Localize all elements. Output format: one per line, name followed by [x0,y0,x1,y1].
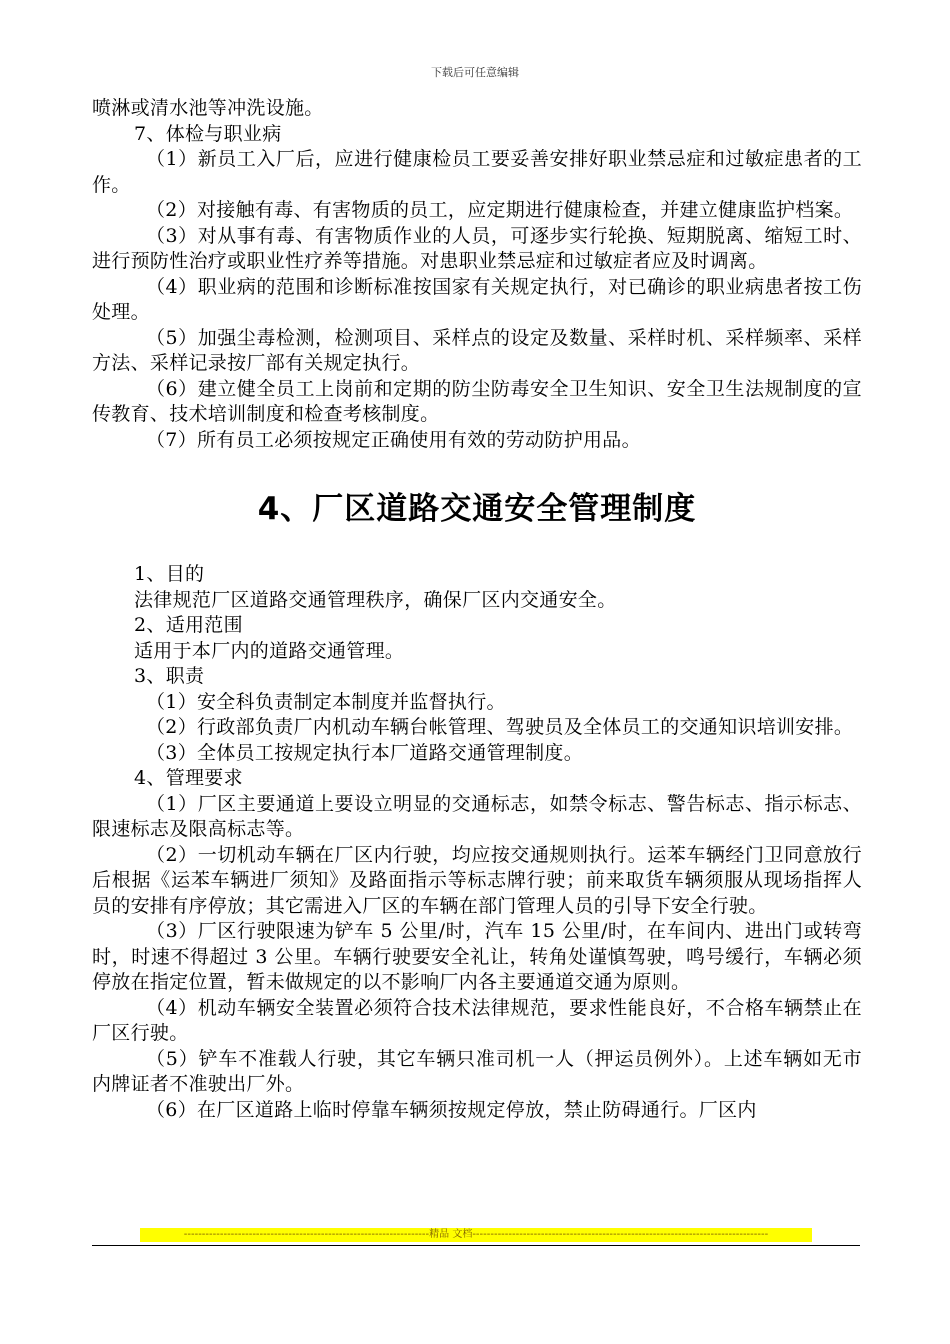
list-item: （2）对接触有毒、有害物质的员工，应定期进行健康检查，并建立健康监护档案。 [146,199,854,221]
footer-banner: --------------------------------------------------------------------精品 文档---------------------------------------------------------------------------------- [140,1228,812,1242]
subsection-heading: 1、目的 [134,563,205,585]
list-item: （6）在厂区道路上临时停靠车辆须按规定停放，禁止防碍通行。厂区内 [146,1098,757,1121]
subsection-heading: 4、管理要求 [134,767,243,789]
section-title: 4、厂区道路交通安全管理制度 [257,491,697,527]
list-item: （7）所有员工必须按规定正确使用有效的劳动防护用品。 [146,428,641,451]
document-body [92,96,862,1123]
list-item: （2）行政部负责厂内机动车辆台帐管理、驾驶员及全体员工的交通知识培训安排。 [146,716,854,738]
list-item: （3）对从事有毒、有害物质作业的人员，可逐步实行轮换、短期脱离、缩短工时、进行预防性治疗或职业性疗养等措施。对患职业禁忌症和过敏症者应及时调离。 [92,224,862,272]
list-item: （1）安全科负责制定本制度并监督执行。 [146,690,506,713]
list-item: （2）一切机动车辆在厂区内行驶，均应按交通规则执行。运苯车辆经门卫同意放行后根据《运苯车辆进厂须知》及路面指示等标志牌行驶；前来取货车辆须服从现场指挥人员的安排有序停放；其它需进入厂区的车辆在部门管理人员的引导下安全行驶。 [92,843,862,917]
list-item: （3）厂区行驶限速为铲车 5 公里/时，汽车 15 公里/时，在车间内、进出门或转弯时，时速不得超过 3 公里。车辆行驶要安全礼让，转角处谨慎驾驶，鸣号缓行，车辆必须停放在指定位置，暂未做规定的以不影响厂内各主要通道交通为原则。 [92,920,862,993]
page-header: 下载后可任意编辑 [431,66,519,79]
list-item: （5）加强尘毒检测，检测项目、采样点的设定及数量、采样时机、采样频率、采样方法、采样记录按厂部有关规定执行。 [92,326,862,374]
paragraph: 喷淋或清水池等冲洗设施。 [92,97,324,119]
list-item: （4）机动车辆安全装置必须符合技术法律规范，要求性能良好，不合格车辆禁止在厂区行驶。 [92,996,862,1044]
list-item: （4）职业病的范围和诊断标准按国家有关规定执行，对已确诊的职业病患者按工伤处理。 [92,275,862,323]
section-heading-7: 7、体检与职业病 [134,122,282,145]
paragraph: 法律规范厂区道路交通管理秩序，确保厂区内交通安全。 [134,588,617,611]
list-item: （6）建立健全员工上岗前和定期的防尘防毒安全卫生知识、安全卫生法规制度的宣传教育、技术培训制度和检查考核制度。 [92,377,862,425]
list-item: （1）厂区主要通道上要设立明显的交通标志，如禁令标志、警告标志、指示标志、限速标志及限高标志等。 [92,792,862,840]
subsection-heading: 3、职责 [134,665,205,687]
subsection-heading: 2、适用范围 [134,614,243,636]
footer-divider [92,1245,860,1246]
list-item: （3）全体员工按规定执行本厂道路交通管理制度。 [146,741,583,764]
paragraph: 适用于本厂内的道路交通管理。 [134,639,405,662]
list-item: （5）铲车不准载人行驶，其它车辆只准司机一人（押运员例外）。上述车辆如无市内牌证者不准驶出厂外。 [92,1047,862,1095]
list-item: （1）新员工入厂后，应进行健康检员工要妥善安排好职业禁忌症和过敏症患者的工作。 [92,148,862,196]
